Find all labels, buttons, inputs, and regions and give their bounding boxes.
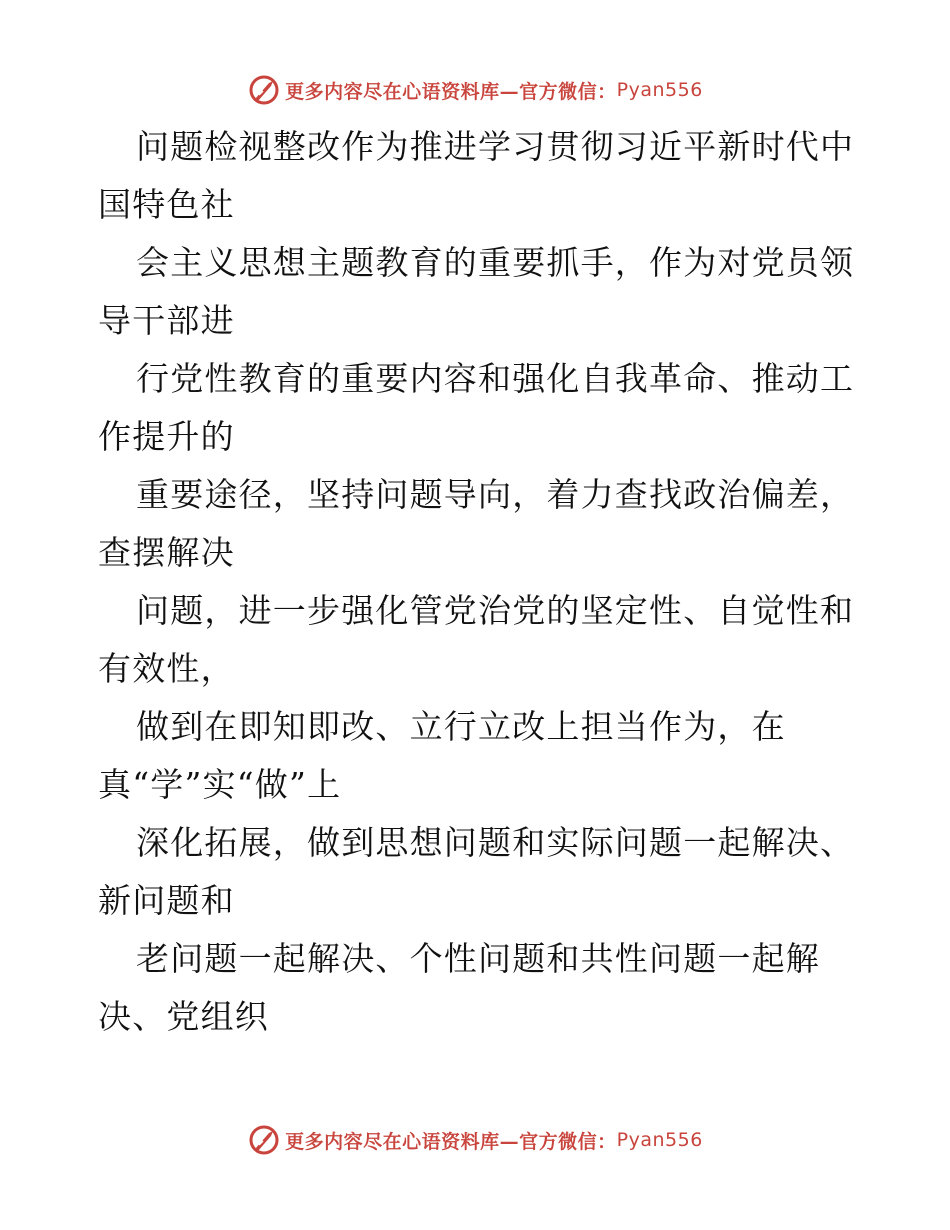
body-line-16: 决、党组织	[98, 997, 269, 1036]
body-line-11: 做到在即知即改、立行立改上担当作为，在	[136, 707, 786, 746]
footer-account-id: Pyan556	[616, 1129, 703, 1151]
body-line-4: 导干部进	[98, 301, 235, 340]
header-banner	[0, 70, 950, 110]
body-line-6: 作提升的	[98, 417, 235, 456]
body-line-10: 有效性，	[98, 649, 235, 688]
quill-pen-logo-icon	[247, 73, 281, 107]
footer-promo-text: 更多内容尽在心语资料库—官方微信：	[285, 1130, 617, 1153]
body-line-7: 重要途径，坚持问题导向，着力查找政治偏差，	[136, 475, 855, 514]
header-account-id: Pyan556	[616, 79, 703, 101]
body-line-5: 行党性教育的重要内容和强化自我革命、推动工	[136, 359, 855, 398]
body-line-9: 问题，进一步强化管党治党的坚定性、自觉性和	[136, 591, 855, 630]
body-line-1: 问题检视整改作为推进学习贯彻习近平新时代中	[136, 127, 855, 166]
body-line-3: 会主义思想主题教育的重要抓手，作为对党员领	[136, 243, 855, 282]
body-line-15: 老问题一起解决、个性问题和共性问题一起解	[136, 939, 820, 978]
body-line-2: 国特色社	[98, 185, 235, 224]
header-promo-text: 更多内容尽在心语资料库—官方微信：	[285, 80, 617, 103]
body-line-14: 新问题和	[98, 881, 235, 920]
body-line-8: 查摆解决	[98, 533, 235, 572]
footer-banner	[0, 1120, 950, 1160]
quill-pen-logo-icon	[247, 1123, 281, 1157]
document-body	[98, 118, 858, 1046]
body-line-12: 真“学”实“做”上	[98, 765, 342, 804]
body-line-13: 深化拓展，做到思想问题和实际问题一起解决、	[136, 823, 855, 862]
